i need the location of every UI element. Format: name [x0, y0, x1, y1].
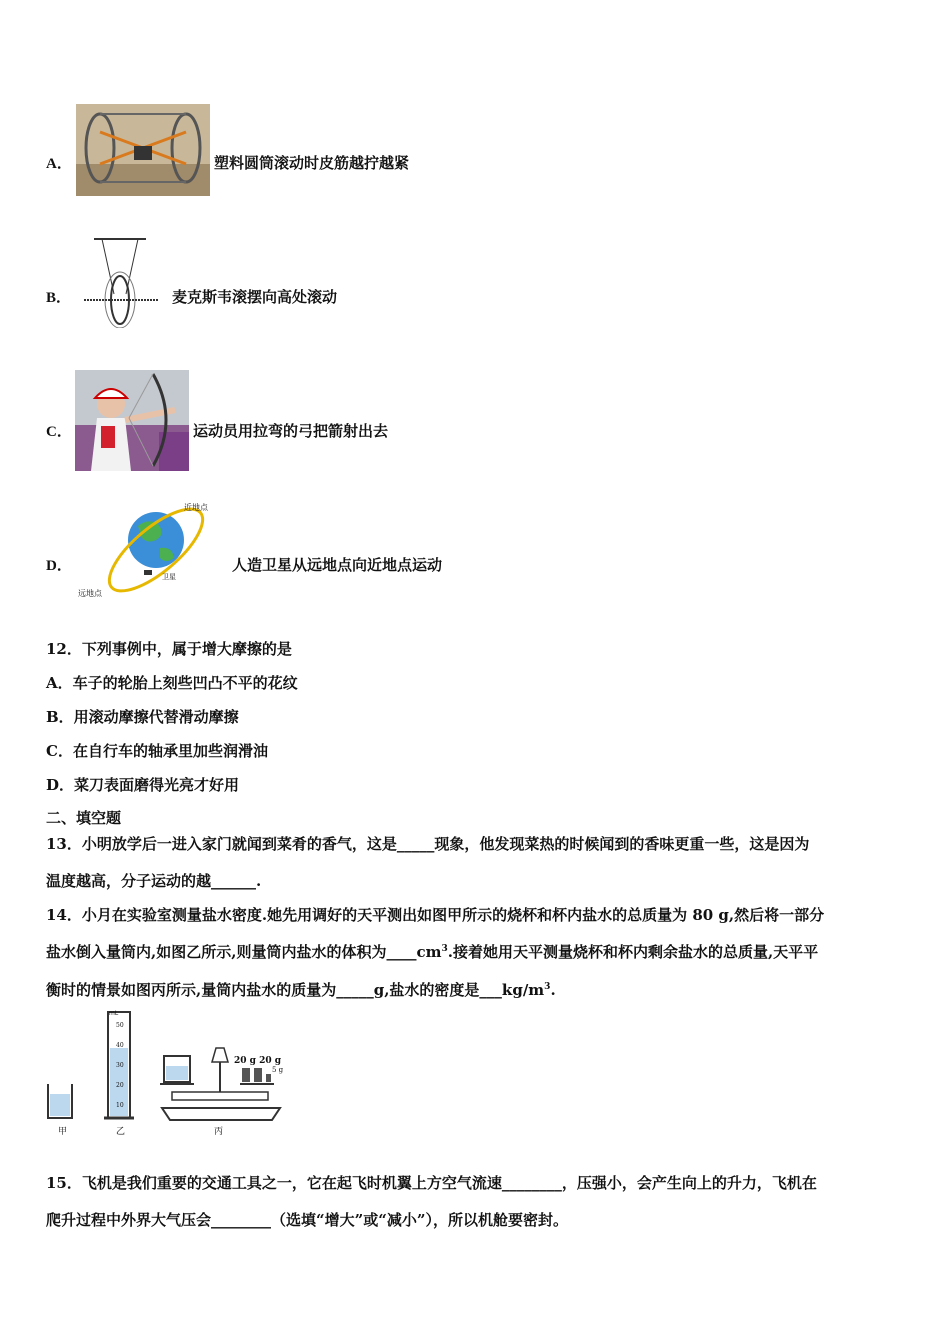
figure-14 [44, 1008, 294, 1138]
cylinder-tick: 10 [116, 1102, 124, 1109]
q15-line1: 15．飞机是我们重要的交通工具之一，它在起飞时机翼上方空气流速________，压强小，会产生向上的升力，飞机在 [46, 1174, 817, 1192]
cylinder-tick: 50 [116, 1022, 124, 1029]
q13-line1: 13．小明放学后一进入家门就闻到菜肴的香气，这是_____现象，他发现菜热的时候闻到的香味更重一些，这是因为 [46, 835, 810, 853]
option-d-letter: D． [46, 558, 72, 574]
option-c-letter: C． [46, 424, 72, 440]
cylinder-tick: 30 [116, 1062, 124, 1069]
label-bing: 丙 [214, 1127, 224, 1137]
q12-option-d: D．菜刀表面磨得光亮才好用 [46, 776, 240, 794]
option-a-text: 塑料圆筒滚动时皮筋越拧越紧 [214, 154, 410, 172]
q12-stem: 12．下列事例中，属于增大摩擦的是 [46, 640, 292, 658]
q14-line2: 盐水倒入量筒内,如图乙所示,则量筒内盐水的体积为$\_\_\_\_cm^3$.接着她用天平测量烧杯和杯内剩余盐水的总质量,天平平 [46, 943, 819, 961]
option-b-letter: B． [46, 290, 72, 306]
cylinder-tick: 20 [116, 1082, 124, 1089]
label-yi: 乙 [116, 1127, 126, 1137]
q12-option-a: A．车子的轮胎上刻些凹凸不平的花纹 [46, 674, 298, 692]
rolling-can-photo [76, 104, 210, 196]
q13-line2: 温度越高，分子运动的越______. [46, 872, 262, 890]
far-point-label: 远地点 [78, 589, 102, 598]
q12-option-b: B．用滚动摩擦代替滑动摩擦 [46, 708, 239, 726]
q15-line2: 爬升过程中外界大气压会________（选填“增大”或“减小”），所以机舱要密封。 [46, 1211, 569, 1229]
option-b-text: 麦克斯韦滚摆向高处滚动 [172, 288, 338, 306]
q14-line3: 衡时的情景如图丙所示,量筒内盐水的质量为_____g,盐水的密度是$\_\_\_kg/m^3$. [46, 981, 556, 999]
cylinder-unit: mL [109, 1010, 119, 1017]
q14-line1: 14．小月在实验室测量盐水密度.她先用调好的天平测出如图甲所示的烧杯和杯内盐水的总质量为 80 g,然后将一部分 [46, 906, 825, 924]
label-jia: 甲 [58, 1127, 68, 1137]
satellite-orbit-drawing [76, 500, 226, 604]
small-weight-label: 5 g [272, 1066, 284, 1074]
cylinder-tick: 40 [116, 1042, 124, 1049]
maxwell-pendulum-drawing [80, 236, 170, 328]
near-point-label: 近地点 [184, 503, 208, 512]
archer-photo [75, 370, 189, 471]
option-c-text: 运动员用拉弯的弓把箭射出去 [193, 422, 389, 440]
satellite-label: 卫星 [162, 573, 176, 581]
option-d-text: 人造卫星从远地点向近地点运动 [232, 556, 443, 574]
section-heading: 二、填空题 [46, 809, 122, 827]
weights-label: 20 g 20 g [234, 1056, 282, 1066]
option-a-letter: A． [46, 156, 72, 172]
q12-option-c: C．在自行车的轴承里加些润滑油 [46, 742, 268, 760]
